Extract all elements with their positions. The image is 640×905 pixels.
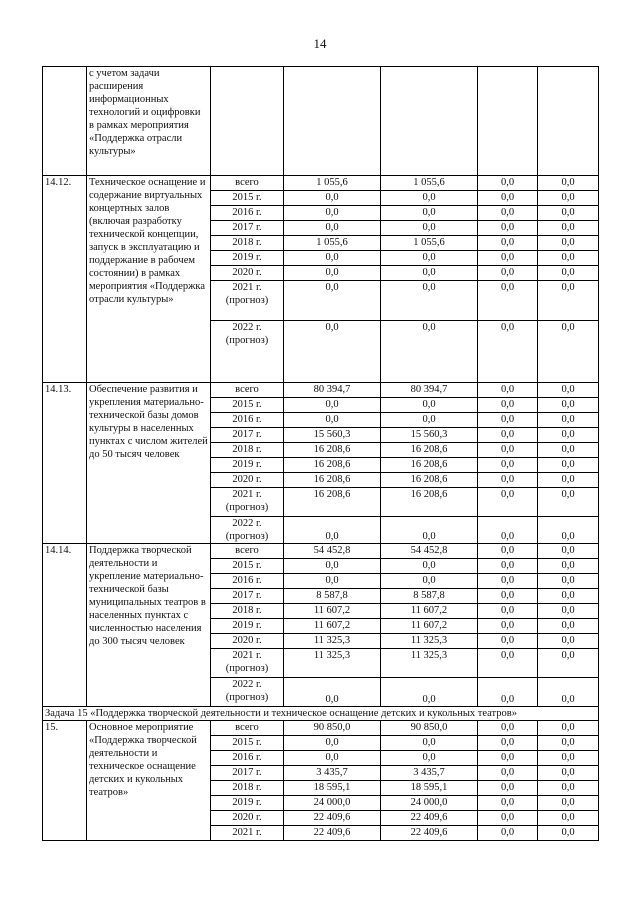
value-cell: 0,0 (538, 781, 599, 796)
value-cell: 0,0 (478, 413, 538, 428)
value-cell: 0,0 (478, 458, 538, 473)
value-cell: 22 409,6 (284, 826, 381, 841)
value-cell: 16 208,6 (381, 443, 478, 458)
year-label: 2016 г. (211, 206, 284, 221)
value-cell: 0,0 (381, 398, 478, 413)
value-cell: 0,0 (478, 766, 538, 781)
value-cell: 0,0 (538, 649, 599, 678)
year-label: 2015 г. (211, 736, 284, 751)
year-label: 2020 г. (211, 634, 284, 649)
value-cell: 0,0 (284, 678, 381, 707)
value-cell: 80 394,7 (381, 383, 478, 398)
value-cell: 0,0 (284, 517, 381, 544)
value-cell: 0,0 (284, 321, 381, 383)
value-cell: 0,0 (381, 281, 478, 321)
year-label: 2017 г. (211, 221, 284, 236)
value-cell: 11 607,2 (381, 619, 478, 634)
value-cell: 16 208,6 (284, 458, 381, 473)
row-number-cell (43, 67, 87, 176)
value-cell: 0,0 (538, 206, 599, 221)
value-cell: 0,0 (284, 251, 381, 266)
year-label: 2021 г. (прогноз) (211, 281, 284, 321)
value-cell: 0,0 (478, 191, 538, 206)
year-label: 2016 г. (211, 751, 284, 766)
task-header-row (43, 707, 599, 721)
value-cell: 0,0 (284, 751, 381, 766)
value-cell: 0,0 (538, 473, 599, 488)
value-cell: 0,0 (478, 559, 538, 574)
empty-cell (284, 67, 381, 176)
value-cell: 0,0 (538, 266, 599, 281)
value-cell: 0,0 (478, 398, 538, 413)
value-cell: 0,0 (478, 604, 538, 619)
year-label: 2018 г. (211, 443, 284, 458)
value-cell: 0,0 (381, 574, 478, 589)
value-cell: 0,0 (538, 811, 599, 826)
value-cell: 0,0 (284, 191, 381, 206)
value-cell: 11 607,2 (284, 619, 381, 634)
value-cell: 1 055,6 (284, 236, 381, 251)
empty-cell (211, 67, 284, 176)
page-number: 14 (313, 36, 327, 51)
value-cell: 3 435,7 (381, 766, 478, 781)
year-label: 2017 г. (211, 766, 284, 781)
year-label: 2016 г. (211, 413, 284, 428)
value-cell: 0,0 (381, 251, 478, 266)
year-label: 2015 г. (211, 559, 284, 574)
year-label: всего (211, 383, 284, 398)
value-cell: 18 595,1 (284, 781, 381, 796)
value-cell: 0,0 (284, 736, 381, 751)
year-label: всего (211, 176, 284, 191)
year-label: 2018 г. (211, 236, 284, 251)
row-description: Поддержка творческой деятельности и укрепление материально-технической базы муниципальных театров в населенных пунктах с численностью населения до 300 тысяч человек (87, 544, 211, 707)
year-label: 2021 г. (прогноз) (211, 649, 284, 678)
value-cell: 0,0 (478, 517, 538, 544)
year-label: 2017 г. (211, 428, 284, 443)
value-cell: 0,0 (381, 517, 478, 544)
value-cell: 0,0 (538, 751, 599, 766)
table-row (43, 544, 599, 559)
year-label: 2015 г. (211, 191, 284, 206)
value-cell: 8 587,8 (381, 589, 478, 604)
year-label: всего (211, 721, 284, 736)
value-cell: 0,0 (538, 559, 599, 574)
value-cell: 0,0 (478, 811, 538, 826)
value-cell: 0,0 (538, 443, 599, 458)
value-cell: 0,0 (538, 544, 599, 559)
value-cell: 11 325,3 (284, 649, 381, 678)
value-cell: 0,0 (478, 251, 538, 266)
row-number: 14.12. (43, 176, 87, 383)
empty-cell (381, 67, 478, 176)
value-cell: 0,0 (284, 559, 381, 574)
value-cell: 0,0 (478, 544, 538, 559)
continuation-row (43, 67, 599, 176)
value-cell: 0,0 (538, 281, 599, 321)
value-cell: 0,0 (478, 634, 538, 649)
value-cell: 1 055,6 (381, 176, 478, 191)
value-cell: 0,0 (538, 251, 599, 266)
value-cell: 0,0 (478, 796, 538, 811)
value-cell: 0,0 (478, 221, 538, 236)
value-cell: 11 325,3 (381, 634, 478, 649)
value-cell: 0,0 (381, 736, 478, 751)
year-label: 2020 г. (211, 811, 284, 826)
value-cell: 90 850,0 (284, 721, 381, 736)
value-cell: 0,0 (538, 236, 599, 251)
year-label: 2022 г. (прогноз) (211, 321, 284, 383)
value-cell: 0,0 (284, 266, 381, 281)
value-cell: 0,0 (478, 488, 538, 517)
row-number: 15. (43, 721, 87, 841)
value-cell: 0,0 (478, 428, 538, 443)
value-cell: 0,0 (381, 678, 478, 707)
value-cell: 0,0 (478, 574, 538, 589)
value-cell: 1 055,6 (284, 176, 381, 191)
value-cell: 22 409,6 (381, 811, 478, 826)
value-cell: 0,0 (538, 634, 599, 649)
value-cell: 0,0 (478, 678, 538, 707)
value-cell: 0,0 (538, 826, 599, 841)
table-row (43, 176, 599, 191)
value-cell: 0,0 (381, 559, 478, 574)
row-description: Обеспечение развития и укрепления материально-технической базы домов культуры в населенных пунктах с числом жителей до 50 тысяч человек (87, 383, 211, 544)
year-label: 2019 г. (211, 458, 284, 473)
value-cell: 0,0 (478, 619, 538, 634)
row-description: Основное мероприятие «Поддержка творческой деятельности и техническое оснащение детских и кукольных театров» (87, 721, 211, 841)
value-cell: 16 208,6 (381, 488, 478, 517)
value-cell: 16 208,6 (284, 473, 381, 488)
value-cell: 0,0 (538, 383, 599, 398)
value-cell: 24 000,0 (381, 796, 478, 811)
value-cell: 0,0 (381, 413, 478, 428)
value-cell: 18 595,1 (381, 781, 478, 796)
value-cell: 0,0 (538, 721, 599, 736)
year-label: 2019 г. (211, 251, 284, 266)
value-cell: 0,0 (478, 473, 538, 488)
value-cell: 0,0 (381, 321, 478, 383)
year-label: 2016 г. (211, 574, 284, 589)
value-cell: 0,0 (538, 191, 599, 206)
value-cell: 3 435,7 (284, 766, 381, 781)
table-row (43, 383, 599, 398)
value-cell: 54 452,8 (284, 544, 381, 559)
value-cell: 0,0 (538, 589, 599, 604)
row-description: Техническое оснащение и содержание виртуальных концертных залов (включая разработку технической концепции, запуск в эксплуатацию и поддержание в рабочем состоянии) в рамках мероприятия «Поддержка отрасли культуры» (87, 176, 211, 383)
value-cell: 0,0 (478, 649, 538, 678)
value-cell: 0,0 (538, 574, 599, 589)
value-cell: 0,0 (284, 398, 381, 413)
value-cell: 0,0 (538, 221, 599, 236)
value-cell: 0,0 (538, 766, 599, 781)
value-cell: 0,0 (478, 266, 538, 281)
year-label: всего (211, 544, 284, 559)
value-cell: 22 409,6 (381, 826, 478, 841)
year-label: 2021 г. (прогноз) (211, 488, 284, 517)
budget-table (42, 66, 599, 841)
value-cell: 0,0 (381, 191, 478, 206)
value-cell: 54 452,8 (381, 544, 478, 559)
year-label: 2018 г. (211, 781, 284, 796)
year-label: 2020 г. (211, 266, 284, 281)
value-cell: 0,0 (284, 221, 381, 236)
value-cell: 0,0 (478, 781, 538, 796)
value-cell: 0,0 (381, 751, 478, 766)
value-cell: 11 607,2 (381, 604, 478, 619)
value-cell: 0,0 (538, 176, 599, 191)
value-cell: 11 325,3 (284, 634, 381, 649)
value-cell: 24 000,0 (284, 796, 381, 811)
value-cell: 15 560,3 (284, 428, 381, 443)
value-cell: 0,0 (538, 488, 599, 517)
value-cell: 0,0 (538, 458, 599, 473)
value-cell: 0,0 (478, 321, 538, 383)
value-cell: 0,0 (284, 574, 381, 589)
year-label: 2020 г. (211, 473, 284, 488)
year-label: 2017 г. (211, 589, 284, 604)
value-cell: 15 560,3 (381, 428, 478, 443)
value-cell: 0,0 (538, 604, 599, 619)
value-cell: 0,0 (381, 206, 478, 221)
value-cell: 0,0 (284, 413, 381, 428)
value-cell: 16 208,6 (284, 443, 381, 458)
year-label: 2019 г. (211, 796, 284, 811)
value-cell: 0,0 (538, 398, 599, 413)
year-label: 2021 г. (211, 826, 284, 841)
value-cell: 0,0 (478, 383, 538, 398)
value-cell: 0,0 (478, 236, 538, 251)
budget-table-body (43, 67, 599, 841)
value-cell: 0,0 (538, 736, 599, 751)
value-cell: 0,0 (478, 826, 538, 841)
value-cell: 0,0 (381, 266, 478, 281)
value-cell: 0,0 (538, 678, 599, 707)
empty-cell (478, 67, 538, 176)
value-cell: 0,0 (381, 221, 478, 236)
row-number: 14.14. (43, 544, 87, 707)
value-cell: 0,0 (284, 281, 381, 321)
value-cell: 0,0 (538, 796, 599, 811)
value-cell: 0,0 (538, 428, 599, 443)
table-row (43, 721, 599, 736)
value-cell: 16 208,6 (381, 473, 478, 488)
value-cell: 11 325,3 (381, 649, 478, 678)
year-label: 2022 г. (прогноз) (211, 678, 284, 707)
value-cell: 0,0 (538, 413, 599, 428)
value-cell: 16 208,6 (381, 458, 478, 473)
value-cell: 0,0 (478, 176, 538, 191)
value-cell: 0,0 (478, 443, 538, 458)
value-cell: 0,0 (478, 751, 538, 766)
value-cell: 22 409,6 (284, 811, 381, 826)
year-label: 2019 г. (211, 619, 284, 634)
value-cell: 8 587,8 (284, 589, 381, 604)
value-cell: 0,0 (478, 736, 538, 751)
value-cell: 80 394,7 (284, 383, 381, 398)
value-cell: 11 607,2 (284, 604, 381, 619)
value-cell: 90 850,0 (381, 721, 478, 736)
task-header: Задача 15 «Поддержка творческой деятельности и техническое оснащение детских и кукольных театров» (43, 707, 599, 721)
row-description: с учетом задачи расширения информационных технологий и оцифровки в рамках мероприятия «Поддержка отрасли культуры» (87, 67, 211, 176)
value-cell: 1 055,6 (381, 236, 478, 251)
value-cell: 0,0 (478, 721, 538, 736)
value-cell: 0,0 (478, 206, 538, 221)
year-label: 2015 г. (211, 398, 284, 413)
row-number: 14.13. (43, 383, 87, 544)
year-label: 2022 г. (прогноз) (211, 517, 284, 544)
value-cell: 0,0 (538, 619, 599, 634)
value-cell: 0,0 (284, 206, 381, 221)
value-cell: 0,0 (478, 281, 538, 321)
value-cell: 0,0 (478, 589, 538, 604)
year-label: 2018 г. (211, 604, 284, 619)
value-cell: 16 208,6 (284, 488, 381, 517)
value-cell: 0,0 (538, 517, 599, 544)
value-cell: 0,0 (538, 321, 599, 383)
empty-cell (538, 67, 599, 176)
